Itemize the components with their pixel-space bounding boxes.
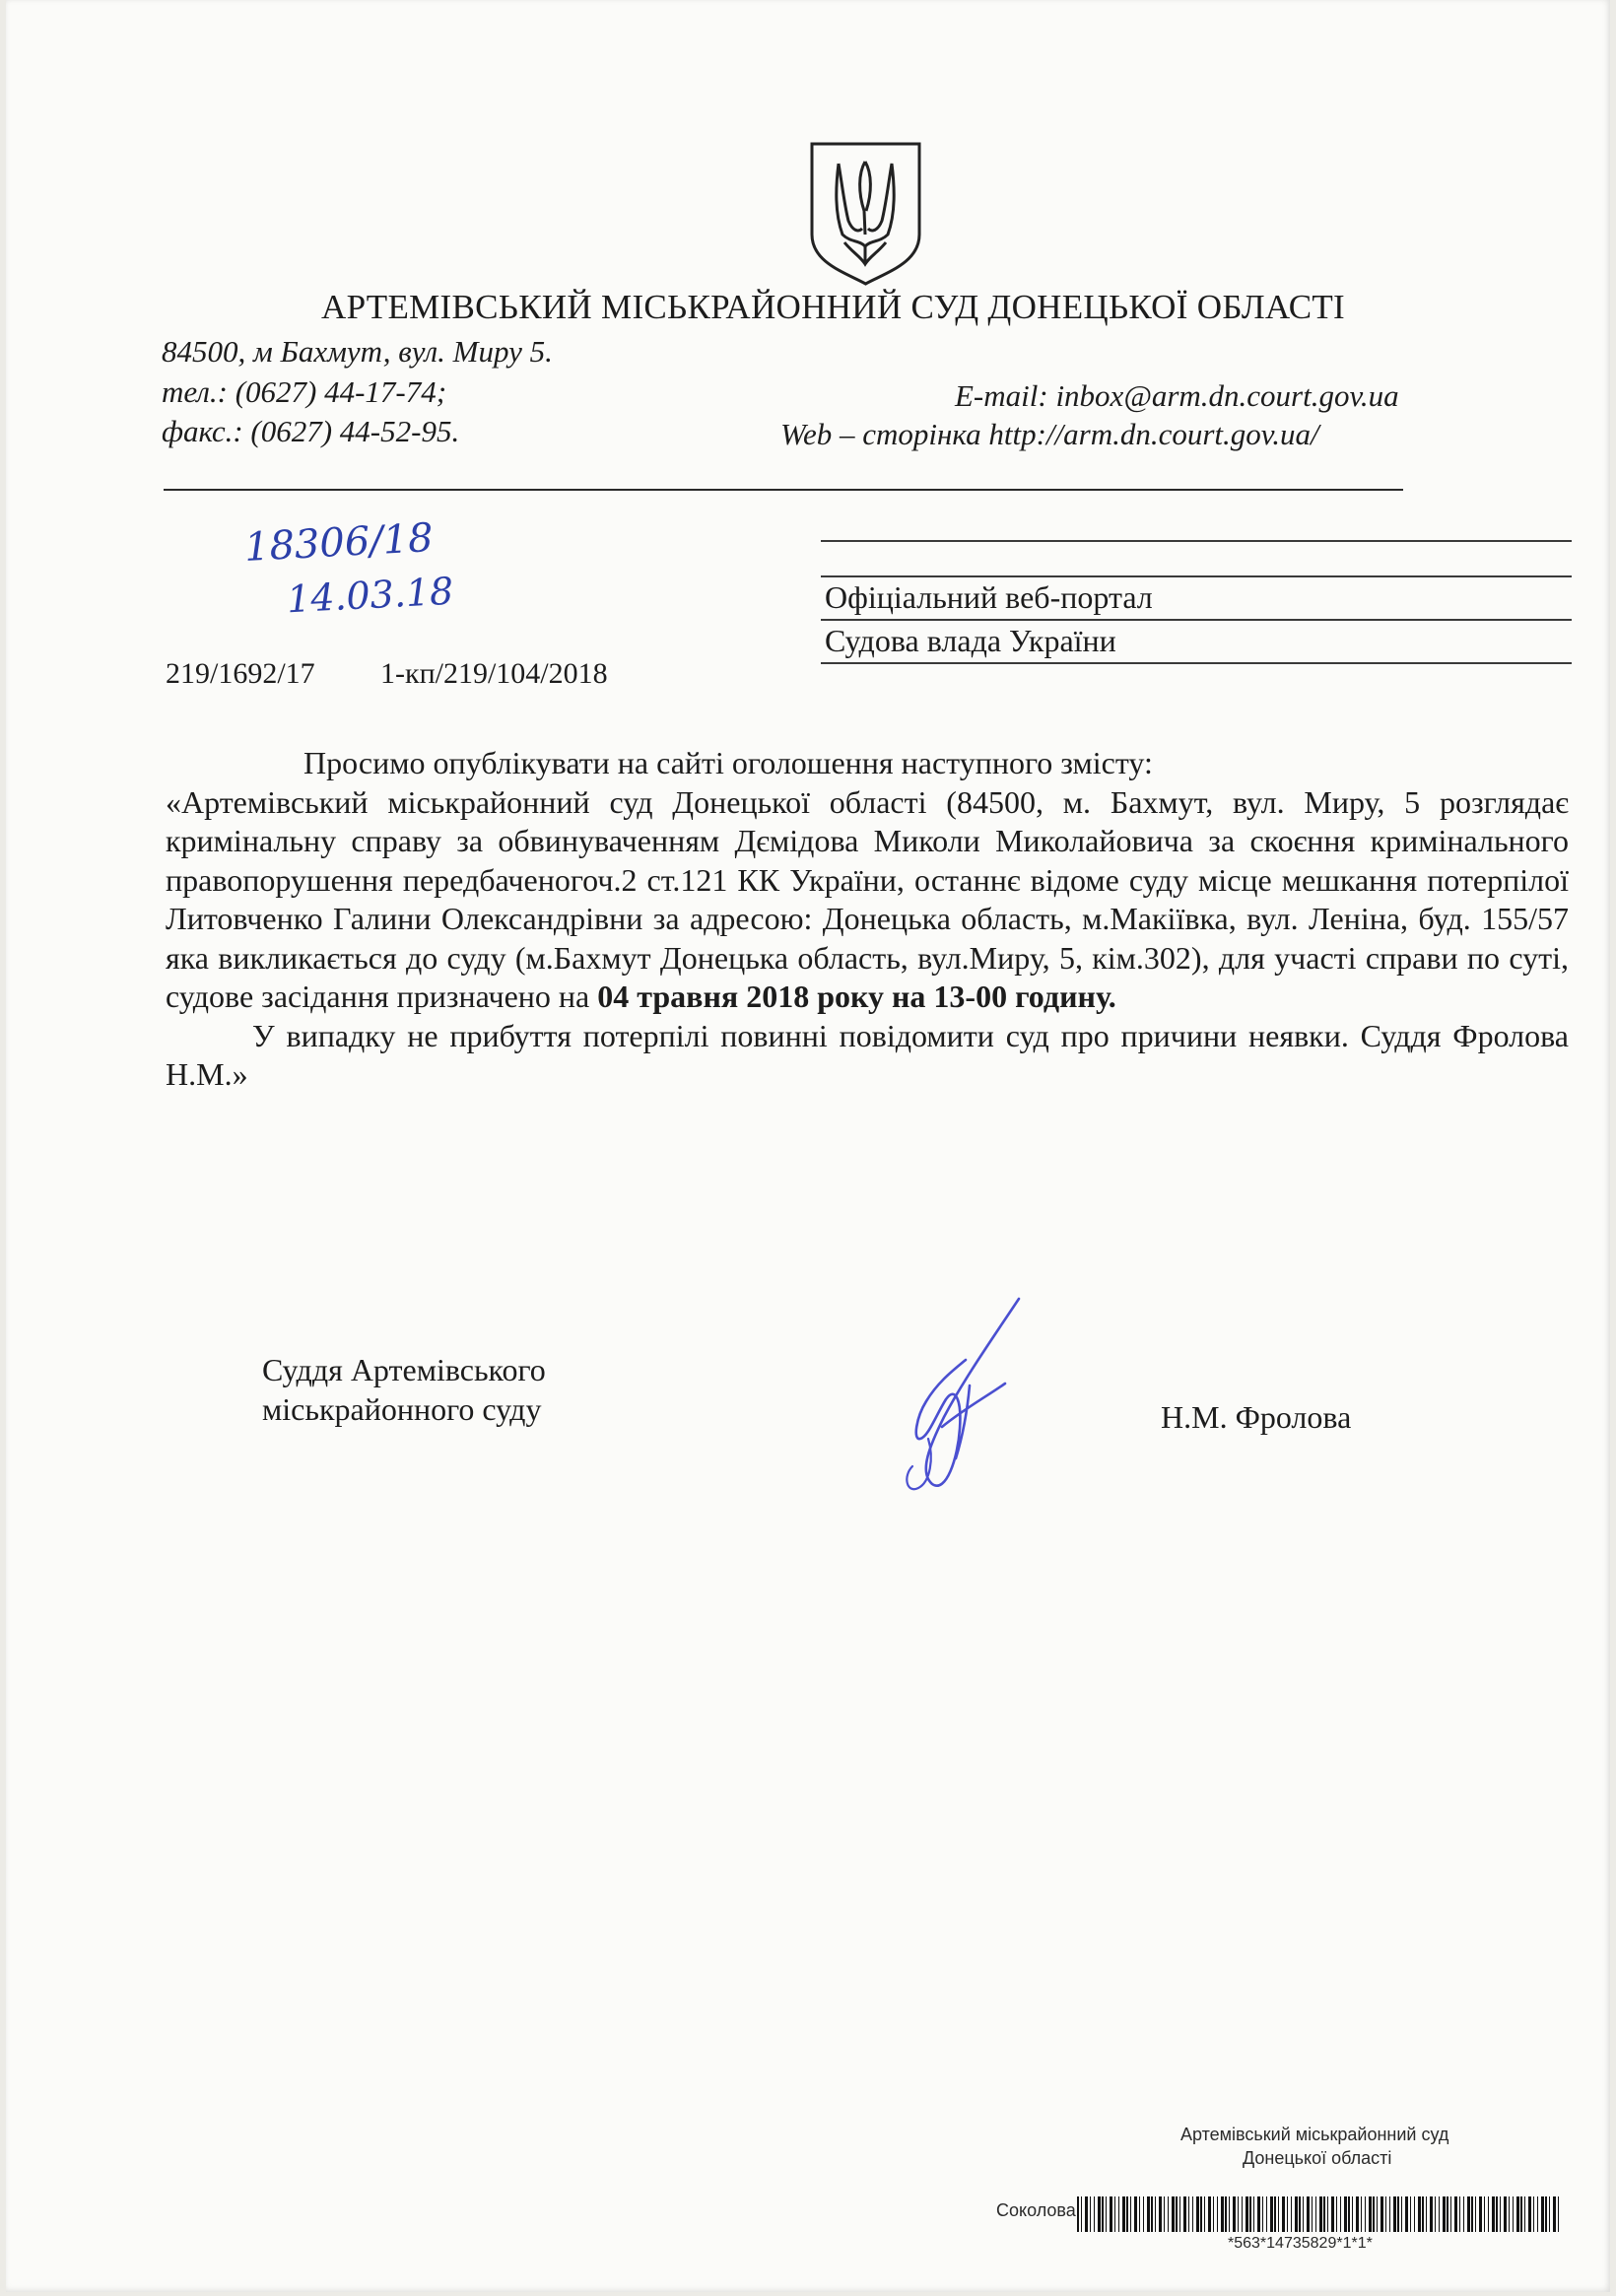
addressee-blank-line bbox=[821, 540, 1572, 542]
court-website: Web – сторінка http://arm.dn.court.gov.ua/ bbox=[780, 417, 1319, 451]
closing-paragraph: У випадку не прибуття потерпілі повинні повідомити суд про причини неявки. Суддя Фролова Н.М.» bbox=[166, 1017, 1569, 1092]
court-name: АРТЕМІВСЬКИЙ МІСЬКРАЙОННИЙ СУД ДОНЕЦЬКОЇ ОБЛАСТІ bbox=[321, 288, 1346, 326]
handwritten-signature bbox=[873, 1291, 1041, 1508]
court-email: E-mail: inbox@arm.dn.court.gov.ua bbox=[955, 378, 1399, 413]
stamp-court-name: Артемівський міськрайонний суд bbox=[1180, 2125, 1449, 2144]
barcode-number: *563*14735829*1*1* bbox=[1228, 2235, 1373, 2252]
case-number: 219/1692/17 bbox=[166, 657, 315, 690]
proceeding-number: 1-кп/219/104/2018 bbox=[380, 657, 608, 690]
signer-position-line-2: міськрайонного суду bbox=[262, 1391, 542, 1427]
court-phone: тел.: (0627) 44-17-74; bbox=[162, 374, 447, 409]
document-page bbox=[6, 0, 1610, 2292]
handwritten-reg-date: 14.03.18 bbox=[285, 569, 455, 622]
main-paragraph bbox=[166, 783, 1569, 1017]
header-divider bbox=[164, 489, 1403, 491]
stamp-clerk-name: Соколова bbox=[996, 2200, 1076, 2220]
addressee-underline bbox=[821, 662, 1572, 664]
intro-paragraph: Просимо опублікувати на сайті оголошення наступного змісту: bbox=[303, 745, 1153, 780]
main-text: «Артемівський міськрайонний суд Донецької області (84500, м. Бахмут, вул. Миру, 5 розглядає кримінальну справу за обвинуваченням Дємідова Миколи Миколайовича за скоєння кримінального правопорушення передбаченогоч.2 ст.121 КК України, останнє відоме суду місце мешкання потерпілої Литовченко Галини Олександрівни за адресою: Донецька область, м.Макіївка, вул. Леніна, буд. 155/57 яка викликається до суду (м.Бахмут Донецька область, вул.Миру, 5, кім.302), для участі справи по суті, судове засідання призначено на bbox=[166, 783, 1569, 1014]
registration-barcode bbox=[1077, 2196, 1560, 2232]
court-address: 84500, м Бахмут, вул. Миру 5. bbox=[162, 334, 553, 369]
addressee-underline bbox=[821, 619, 1572, 621]
handwritten-reg-number: 18306/18 bbox=[242, 515, 435, 571]
addressee-blank-line bbox=[821, 575, 1572, 577]
stamp-region: Донецької області bbox=[1243, 2148, 1392, 2168]
hearing-datetime: 04 травня 2018 року на 13-00 годину. bbox=[597, 979, 1116, 1014]
signer-position-line-1: Суддя Артемівського bbox=[262, 1352, 546, 1387]
addressee-line-1: Офіціальний веб-портал bbox=[825, 579, 1153, 615]
trident-coat-of-arms-icon bbox=[809, 140, 922, 286]
court-fax: факс.: (0627) 44-52-95. bbox=[162, 414, 460, 448]
announcement-body bbox=[166, 744, 1569, 1095]
addressee-line-2: Судова влада України bbox=[825, 623, 1116, 658]
signer-name: Н.М. Фролова bbox=[1161, 1399, 1352, 1435]
